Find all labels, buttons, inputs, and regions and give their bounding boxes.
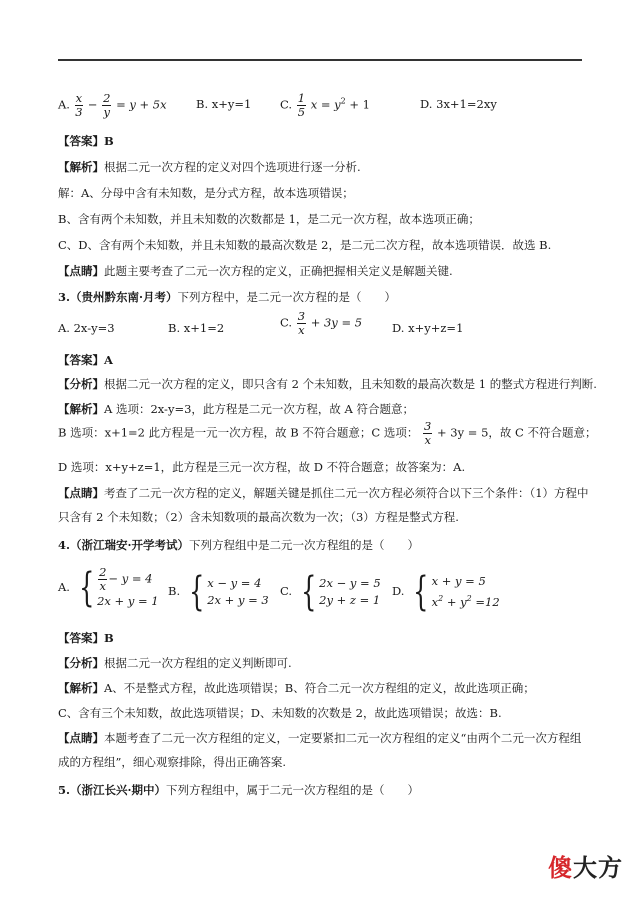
brace-icon: {: [413, 569, 429, 615]
q4-option-d: D. { x + y = 5 $x^2 + y^2 =12$: [392, 569, 500, 615]
q2-solution-3: C、D、含有两个未知数，并且未知数的最高次数是 2，是二元二次方程，故本选项错误．故选 B.: [58, 238, 552, 252]
q2-option-a: A. $\frac{x}{3}$ − $\frac{2}{y}$ = y + 5x: [58, 91, 167, 119]
q3-title: 3.（贵州黔东南·月考）下列方程中，是二元一次方程的是（ ）: [58, 290, 397, 304]
q4-option-c: C. { 2x − y = 5 2y + z = 1: [280, 569, 381, 615]
q4-answer: 【答案】B: [58, 631, 114, 645]
brace-icon: {: [78, 565, 94, 611]
fraction: $\frac{2}{y}$: [103, 91, 111, 119]
q2-answer: 【答案】B: [58, 134, 114, 148]
q4-comment-2: 成的方程组”，细心观察排除，得出正确答案.: [58, 755, 287, 769]
q3-fenxi: 【分析】根据二元一次方程的定义，即只含有 2 个未知数，且未知数的最高次数是 1 的整式方程进行判断.: [58, 377, 597, 391]
q3-answer: 【答案】A: [58, 353, 113, 367]
q2-option-d: D. 3x+1=2xy: [420, 97, 497, 111]
q5-title: 5.（浙江长兴·期中）下列方程组中，属于二元一次方程组的是（ ）: [58, 783, 420, 797]
q4-option-b: B. { x − y = 4 2x + y = 3: [168, 569, 269, 615]
header-rule: [58, 59, 582, 61]
q2-comment: 【点睛】此题主要考查了二元一次方程的定义，正确把握相关定义是解题关键.: [58, 264, 453, 278]
fraction: $\frac{2}{x}$: [99, 565, 107, 593]
q2-solution-2: B、含有两个未知数，并且未知数的次数都是 1，是二元一次方程，故本选项正确；: [58, 212, 480, 226]
fraction: $\frac{3}{x}$: [424, 419, 432, 447]
q3-comment-2: 只含有 2 个未知数；（2）含未知数项的最高次数为一次；（3）方程是整式方程.: [58, 510, 459, 524]
q3-analysis: 【解析】A 选项：2x-y=3，此方程是二元一次方程，故 A 符合题意；: [58, 402, 415, 416]
fraction: $\frac{3}{x}$: [297, 309, 306, 337]
q4-comment-1: 【点睛】本题考查了二元一次方程组的定义，一定要紧扣二元一次方程组的定义“由两个二元一次方程组: [58, 731, 582, 745]
q3-option-b: B. x+1=2: [168, 321, 225, 335]
q4-fenxi: 【分析】根据二元一次方程组的定义判断即可.: [58, 656, 292, 670]
q2-analysis: 【解析】根据二元一次方程的定义对四个选项进行逐一分析.: [58, 160, 361, 174]
brace-icon: {: [300, 569, 317, 615]
q2-option-c: C. $\frac{1}{5}$ $x = y^2 + 1$: [280, 91, 370, 119]
q2-solution-1: 解：A、分母中含有未知数，是分式方程，故本选项错误；: [58, 186, 354, 200]
brace-icon: {: [188, 569, 205, 615]
q3-line-b: B 选项：x+1=2 此方程是一元一次方程，故 B 不符合题意；C 选项： $\frac{3}{x}$ + 3y = 5，故 C 不符合题意；: [58, 419, 597, 447]
q3-comment-1: 【点睛】考查了二元一次方程的定义，解题关键是抓住二元一次方程必须符合以下三个条件：（1）方程中: [58, 486, 589, 500]
q3-option-d: D. x+y+z=1: [392, 321, 464, 335]
q2-option-b: B. x+y=1: [196, 97, 252, 111]
q3-option-c: C. $\frac{3}{x}$ + 3y = 5: [280, 309, 363, 337]
q3-option-a: A. 2x-y=3: [58, 321, 115, 335]
watermark-logo: 傻大方: [548, 854, 623, 882]
q3-line-d: D 选项：x+y+z=1，此方程是三元一次方程，故 D 不符合题意；故答案为：A.: [58, 460, 466, 474]
q4-analysis: 【解析】A、不是整式方程，故此选项错误；B、符合二元一次方程组的定义，故此选项正确；: [58, 681, 535, 695]
fraction: $\frac{x}{3}$: [75, 91, 83, 119]
fraction: $\frac{1}{5}$: [297, 91, 306, 119]
q4-title: 4.（浙江瑞安·开学考试）下列方程组中是二元一次方程组的是（ ）: [58, 538, 420, 552]
q4-line-c: C、含有三个未知数，故此选项错误；D、未知数的次数是 2，故此选项错误；故选：B.: [58, 706, 502, 720]
q4-option-a: A. { $\frac{2}{x}$ − y = 4 2x + y = 1: [58, 565, 159, 611]
